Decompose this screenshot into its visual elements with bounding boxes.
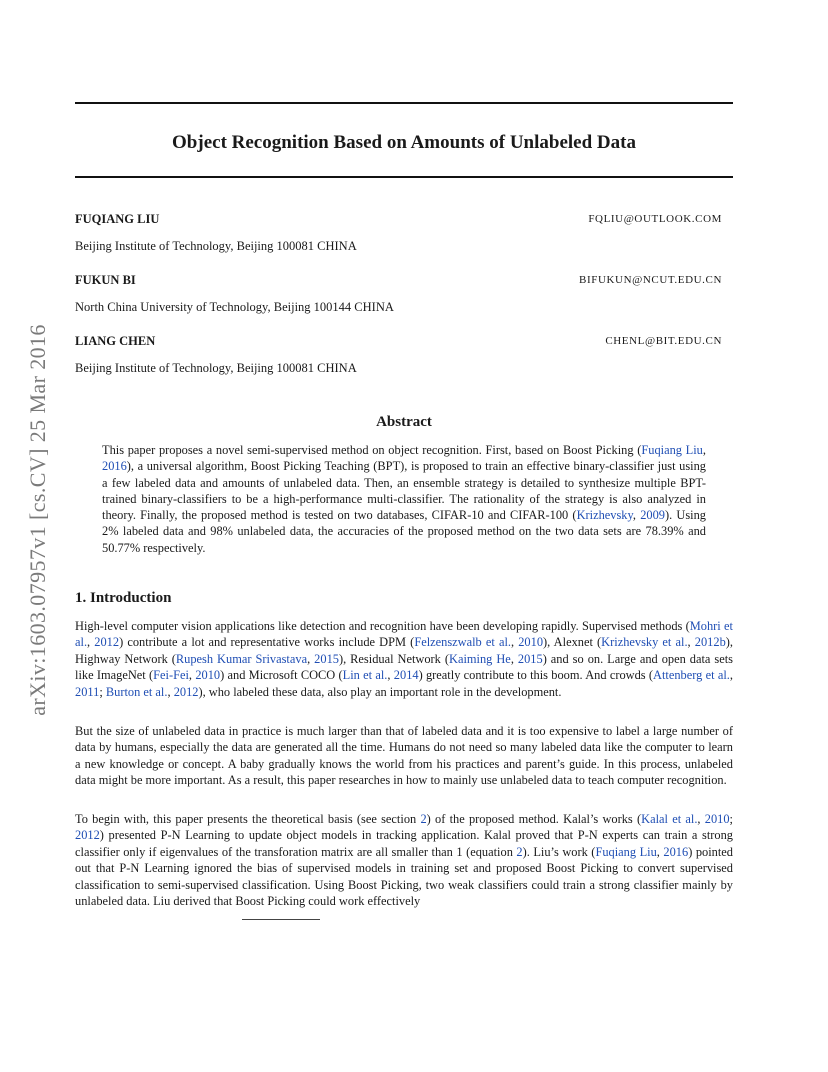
citation-link[interactable]: 2014 — [393, 668, 419, 683]
citation-link[interactable]: 2012 — [75, 828, 100, 843]
citation-link[interactable]: Rupesh Kumar Srivastava — [175, 651, 308, 666]
citation-link[interactable]: 2012 — [173, 684, 199, 699]
footnote-rule — [242, 919, 320, 920]
section-ref-link[interactable]: 2 — [420, 812, 427, 826]
author-email: FQLIU@OUTLOOK.COM — [588, 213, 722, 225]
citation-link[interactable]: Felzenszwalb et al. — [414, 635, 511, 650]
citation-link[interactable]: Lin et al. — [342, 668, 388, 683]
author-name: FUQIANG LIU — [75, 212, 160, 226]
author-affiliation: North China University of Technology, Beijing 100144 CHINA — [75, 300, 394, 314]
citation-link[interactable]: Burton et al. — [105, 684, 168, 699]
paragraph: To begin with, this paper presents the theoretical basis (see section 2) of the proposed method. Kalal’s works (Kalal et al., 2010; 2012) presented P-N Learning to update object models in tracking application. Kalal proved that P-N experts can train a strong classifier only if eigenvalues of the transforation matrix are all smaller than 1 (equation 2). Liu’s work (Fuqiang Liu, 2016) pointed out that P-N Learning ignored the bias of supervised models in training set and proposed Boost Picking to convert supervised classification to semi-supervised classification. Using Boost Picking, two weak classifiers could train a strong classifier mainly by unlabeled data. Liu derived that Boost Picking could work effectively — [75, 812, 733, 909]
citation-link[interactable]: 2009 — [640, 508, 665, 523]
paragraph: High-level computer vision applications like detection and recognition have been developing rapidly. Supervised methods (Mohri et al., 2012) contribute a lot and representative works include DPM (Felzenszwalb et al., 2010), Alexnet (Krizhevsky et al., 2012b), Highway Network (Rupesh Kumar Srivastava, 2015), Residual Network (Kaiming He, 2015) and so on. Large and open data sets like ImageNet (Fei-Fei, 2010) and Microsoft COCO (Lin et al., 2014) greatly contribute to this boom. And crowds (Attenberg et al., 2011; Burton et al., 2012), who labeled these data, also play an important role in the development. — [75, 619, 734, 699]
citation-link[interactable]: Kaiming He — [449, 651, 511, 666]
citation-link[interactable]: 2010 — [704, 812, 730, 826]
citation-link[interactable]: 2010 — [518, 635, 544, 650]
citation-link[interactable]: Kalal et al. — [641, 812, 698, 826]
title-rule-top — [75, 102, 733, 104]
citation-link[interactable]: 2012 — [94, 635, 120, 650]
citation-link[interactable]: Mohri et al. — [75, 619, 733, 650]
equation-ref-link[interactable]: 2 — [516, 844, 523, 859]
abstract-text: This paper proposes a novel semi-supervised method on object recognition. First, based on Boost Picking (Fuqiang Liu, 2016), a universal algorithm, Boost Picking Teaching (BPT), is proposed to train an effective binary-classifier just using a few labeled data and amounts of unlabeled data. Then, an ensemble strategy is detailed to synthesize multiple BPT-trained binary-classifiers to be a high-performance multi-classifier. The rationality of the strategy is also analyzed in theory. Finally, the proposed method is tested on two databases, CIFAR-10 and CIFAR-100 (Krizhevsky, 2009). Using 2% labeled data and 98% unlabeled data, the accuracies of the proposed method on the two data sets are 78.39% and 50.77% respectively. — [102, 443, 706, 555]
citation-link[interactable]: 2012b — [694, 635, 726, 650]
author-affiliation: Beijing Institute of Technology, Beijing 100081 CHINA — [75, 239, 357, 253]
citation-link[interactable]: Fei-Fei — [153, 668, 189, 683]
paragraph: But the size of unlabeled data in practice is much larger than that of labeled data and it is too expensive to label a large number of data by humans, especially the data are generated all the time. Humans do not need so many labeled data like the computer to learn a new knowledge or concept. A baby gradually knows the world from his practices and parent’s guide. In this process, unlabeled data might be more important. As a result, this paper researches in how to mainly use unlabeled data to teach computer recognition. — [75, 724, 733, 788]
citation-link[interactable]: 2010 — [195, 668, 221, 683]
author-email: CHENL@BIT.EDU.CN — [605, 335, 722, 347]
citation-link[interactable]: 2016 — [102, 459, 127, 474]
citation-link[interactable]: Krizhevsky et al. — [601, 635, 688, 650]
citation-link[interactable]: 2011 — [75, 684, 100, 699]
citation-link[interactable]: Fuqiang Liu — [641, 443, 703, 457]
citation-link[interactable]: 2015 — [314, 651, 339, 666]
citation-link[interactable]: 2016 — [663, 844, 689, 859]
arxiv-identifier: arXiv:1603.07957v1 [cs.CV] 25 Mar 2016 — [25, 324, 50, 716]
author-email: BIFUKUN@NCUT.EDU.CN — [579, 274, 722, 286]
abstract-heading: Abstract — [376, 414, 432, 430]
title-rule-bottom — [75, 176, 733, 178]
author-name: FUKUN BI — [75, 273, 136, 287]
citation-link[interactable]: Fuqiang Liu — [595, 844, 657, 859]
author-affiliation: Beijing Institute of Technology, Beijing 100081 CHINA — [75, 361, 357, 375]
citation-link[interactable]: Attenberg et al. — [653, 668, 730, 683]
paper-title: Object Recognition Based on Amounts of Unlabeled Data — [172, 132, 636, 153]
citation-link[interactable]: 2015 — [517, 651, 543, 666]
author-name: LIANG CHEN — [75, 334, 156, 348]
section-heading: 1. Introduction — [75, 590, 172, 606]
citation-link[interactable]: Krizhevsky — [576, 508, 633, 523]
